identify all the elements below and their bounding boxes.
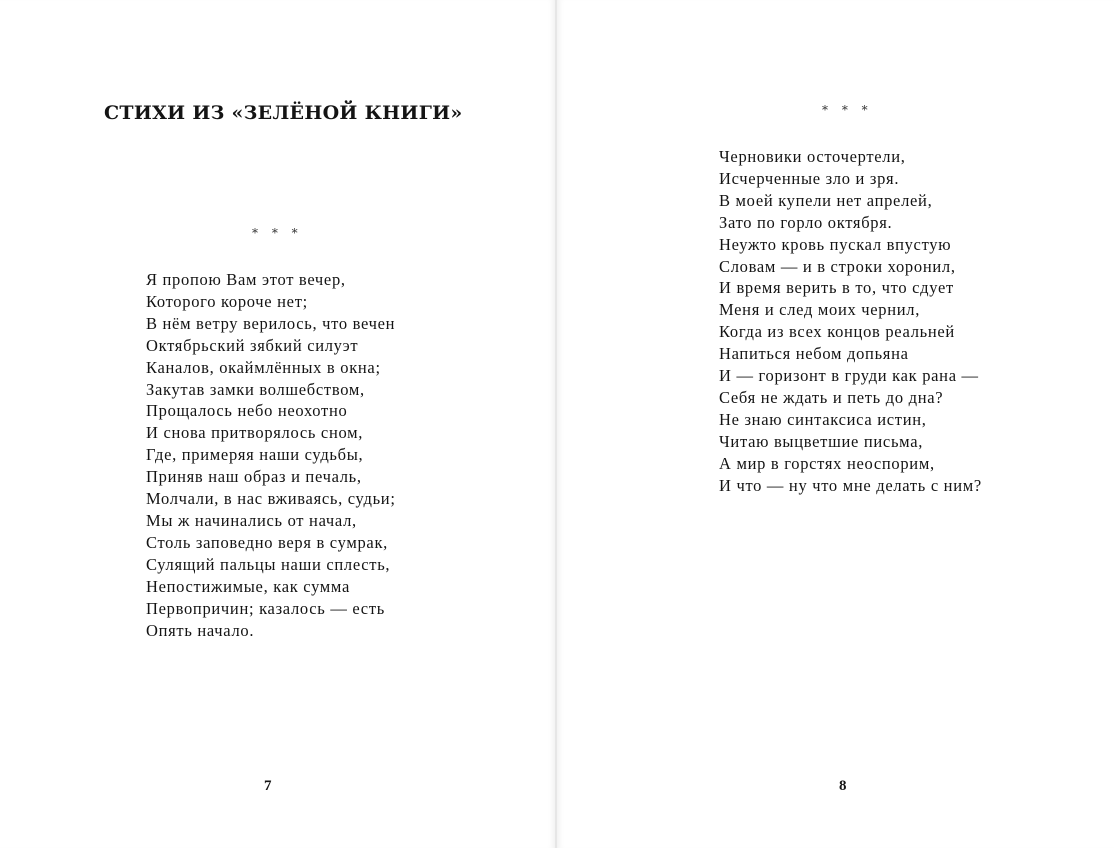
poem-line: Которого короче нет; bbox=[146, 291, 308, 311]
poem-line: И что — ну что мне делать с ним? bbox=[719, 475, 982, 495]
poem-line: Столь заповедно веря в сумрак, bbox=[146, 532, 388, 552]
poem-line: Черновики осточертели, bbox=[719, 147, 906, 166]
poem-line: Опять начало. bbox=[146, 620, 255, 640]
poem-line: И снова притворялось сном, bbox=[146, 423, 364, 443]
poem-line: Я пропою Вам этот вечер, bbox=[146, 270, 346, 289]
poem-line: Где, примеряя наши судьбы, bbox=[146, 445, 364, 465]
poem-line: Себя не ждать и петь до дна? bbox=[719, 387, 944, 407]
poem-line: Исчерченные зло и зря. bbox=[719, 168, 900, 188]
right-page bbox=[557, 0, 1114, 848]
poem-left bbox=[146, 269, 396, 641]
poem-line: А мир в горстях неоспорим, bbox=[719, 453, 935, 473]
poem-line: Первопричин; казалось — есть bbox=[146, 598, 385, 618]
poem-line: И время верить в то, что сдует bbox=[719, 278, 954, 298]
asterism-divider: * * * bbox=[252, 226, 303, 240]
poem-line: Мы ж начинались от начал, bbox=[146, 510, 357, 530]
poem-line: Каналов, окаймлённых в окна; bbox=[146, 357, 381, 377]
asterism-divider: * * * bbox=[822, 103, 873, 117]
poem-line: Меня и след моих чернил, bbox=[719, 300, 921, 320]
poem-line: Приняв наш образ и печаль, bbox=[146, 467, 362, 487]
poem-line: Напиться небом допьяна bbox=[719, 344, 909, 364]
poem-line: Прощалось небо неохотно bbox=[146, 401, 348, 421]
poem-line: Закутав замки волшебством, bbox=[146, 379, 365, 399]
left-page bbox=[0, 0, 555, 848]
poem-line: Октябрьский зябкий силуэт bbox=[146, 335, 359, 355]
poem-line: И — горизонт в груди как рана — bbox=[719, 366, 979, 386]
poem-line: Непостижимые, как сумма bbox=[146, 576, 350, 596]
poem-line: Когда из всех концов реальней bbox=[719, 322, 955, 342]
poem-line: Словам — и в строки хоронил, bbox=[719, 256, 956, 276]
poem-line: Молчали, в нас вживаясь, судьи; bbox=[146, 489, 396, 509]
poem-line: Зато по горло октября. bbox=[719, 212, 893, 232]
poem-line: Читаю выцветшие письма, bbox=[719, 431, 924, 451]
page-number: 7 bbox=[264, 778, 272, 794]
poem-line: Неужто кровь пускал впустую bbox=[719, 234, 952, 254]
poem-line: В нём ветру верилось, что вечен bbox=[146, 313, 396, 333]
page-number: 8 bbox=[839, 778, 847, 794]
poem-line: Сулящий пальцы наши сплесть, bbox=[146, 554, 391, 574]
poem-line: В моей купели нет апрелей, bbox=[719, 190, 933, 210]
section-title: СТИХИ ИЗ «ЗЕЛЁНОЙ КНИГИ» bbox=[104, 102, 463, 124]
poem-line: Не знаю синтаксиса истин, bbox=[719, 409, 927, 429]
poem-right bbox=[719, 146, 982, 497]
